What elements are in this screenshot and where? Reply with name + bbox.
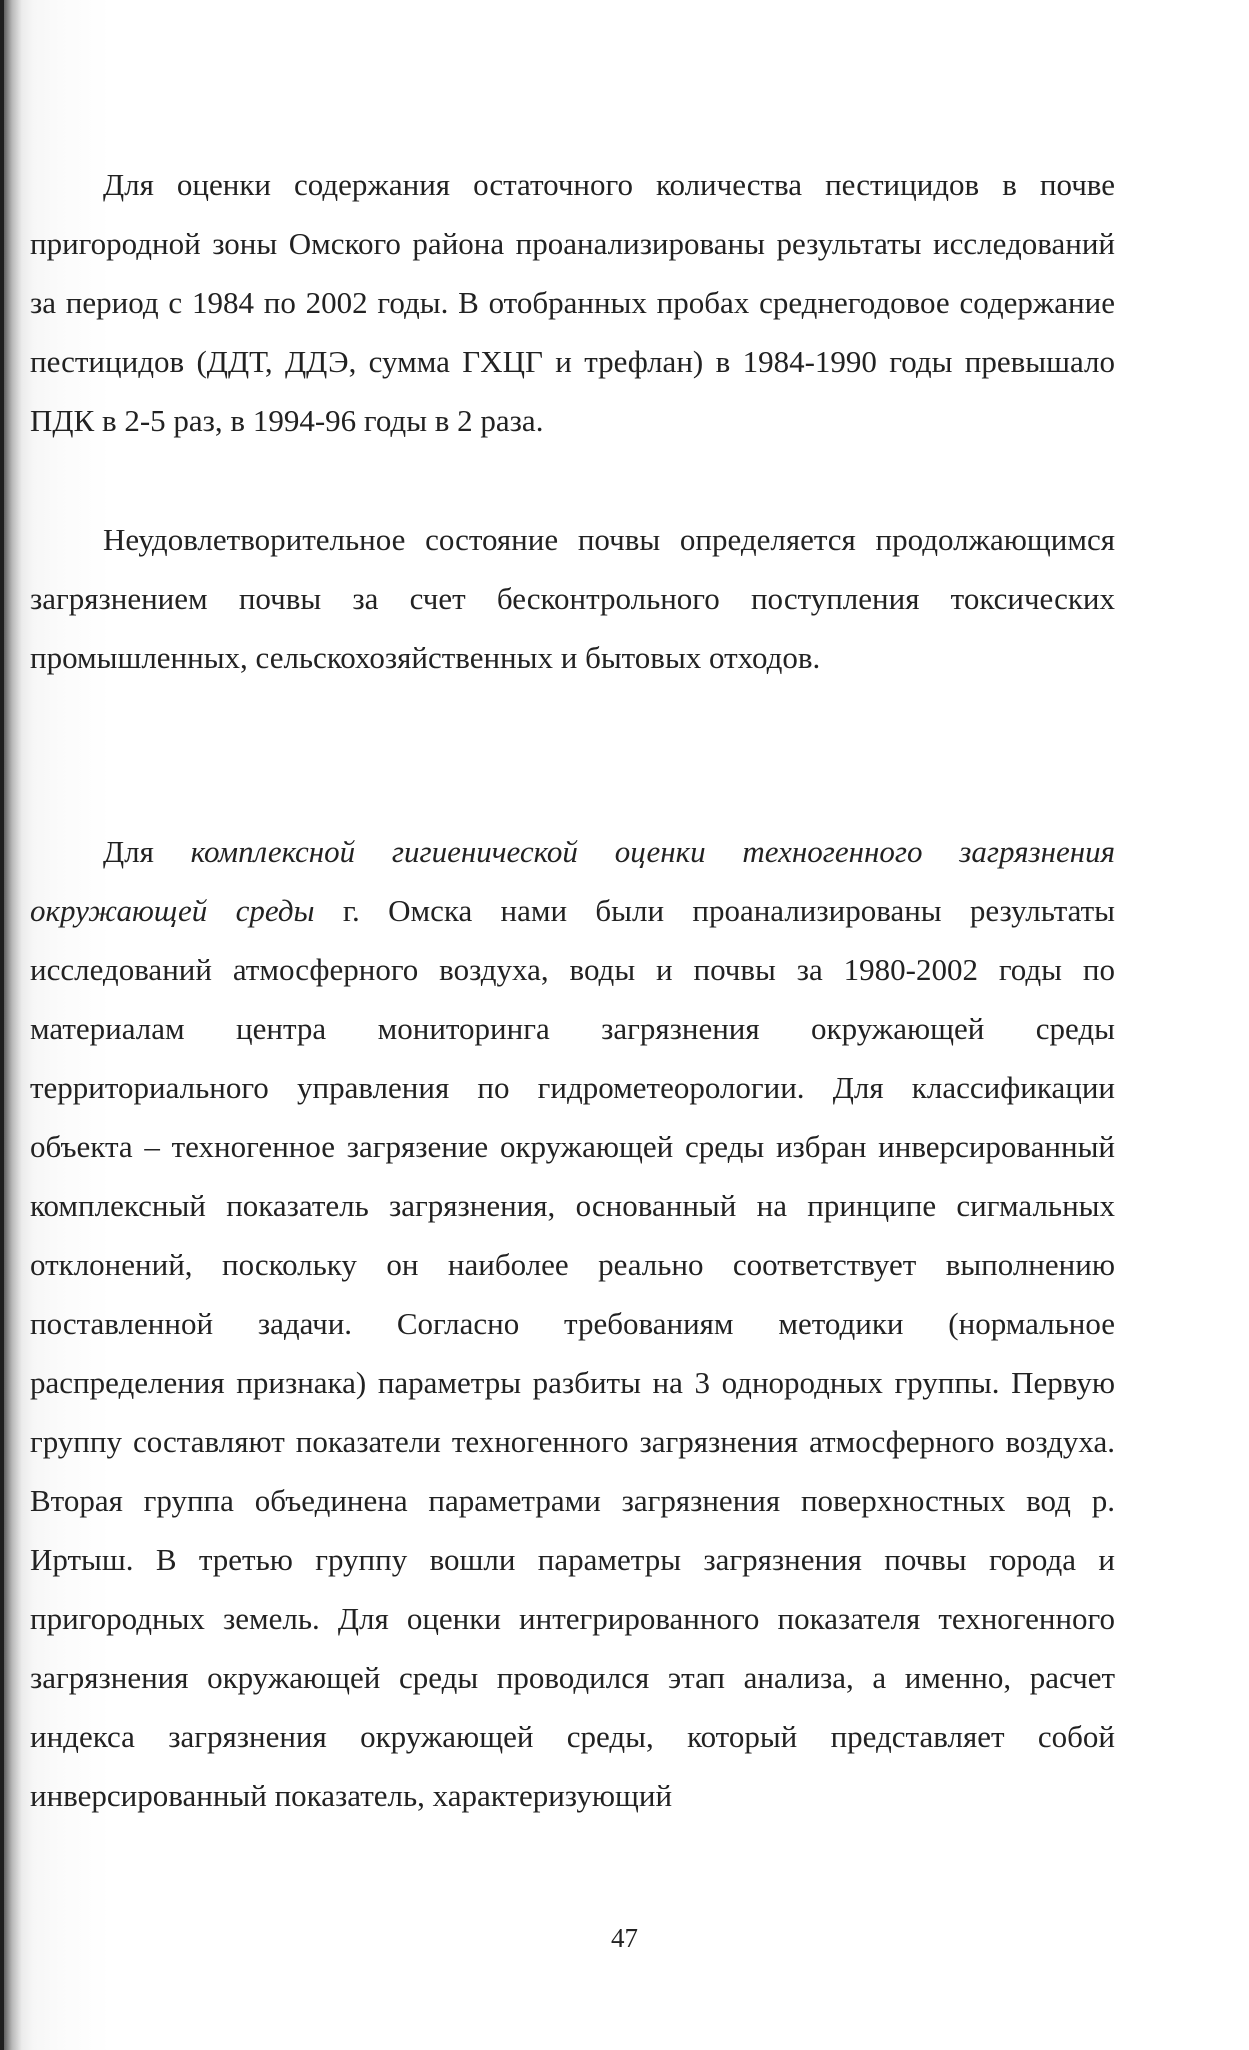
paragraph-soil-condition: Неудовлетворительное состояние почвы определяется продолжающимся загрязнением почвы за счет бесконтрольного поступления токсических промышленных, сельскохозяйственных и бытовых отходов. [30,522,1115,675]
text-block-pesticides [30,155,1115,450]
paragraph-pesticides: Для оценки содержания остаточного количества пестицидов в почве пригородной зоны Омского района проанализированы результаты исследований за период с 1984 по 2002 годы. В отобранных пробах среднегодовое содержание пестицидов (ДДТ, ДДЭ, сумма ГХЦГ и трефлан) в 1984-1990 годы превышало ПДК в 2-5 раз, в 1994-96 годы в 2 раза. [30,167,1115,438]
paragraph-lead-text: Для [103,834,191,869]
scan-binding-edge [0,0,4,2050]
text-block-complex-assessment [30,822,1115,1825]
page-number: 47 [611,1923,638,1953]
text-block-soil-condition [30,510,1115,687]
paragraph-rest-text: г. Омска нами были проанализированы результаты исследований атмосферного воздуха, воды и почвы за 1980-2002 годы по материалам центра мониторинга загрязнения окружающей среды территориального управления по гидрометеорологии. Для классификации объекта – техногенное загрязение окружающей среды избран инверсированный комплексный показатель загрязнения, основанный на принципе сигмальных отклонений, поскольку он наиболее реально соответствует выполнению поставленной задачи. Согласно требованиям методики (нормальное распределения признака) параметры разбиты на 3 однородных группы. Первую группу составляют показатели техногенного загрязнения атмосферного воздуха. Вторая группа объединена параметрами загрязнения поверхностных вод р. Иртыш. В третью группу вошли параметры загрязнения почвы города и пригородных земель. Для оценки интегрированного показателя техногенного загрязнения окружающей среды проводился этап анализа, а именно, расчет индекса загрязнения окружающей среды, который представляет собой инверсированный показатель, характеризующий [30,893,1115,1813]
paragraph-complex-assessment [30,822,1115,1825]
paragraph-emphasis-text: комплексной гигиенической оценки техногенного загрязнения окружающей среды [30,834,1116,928]
